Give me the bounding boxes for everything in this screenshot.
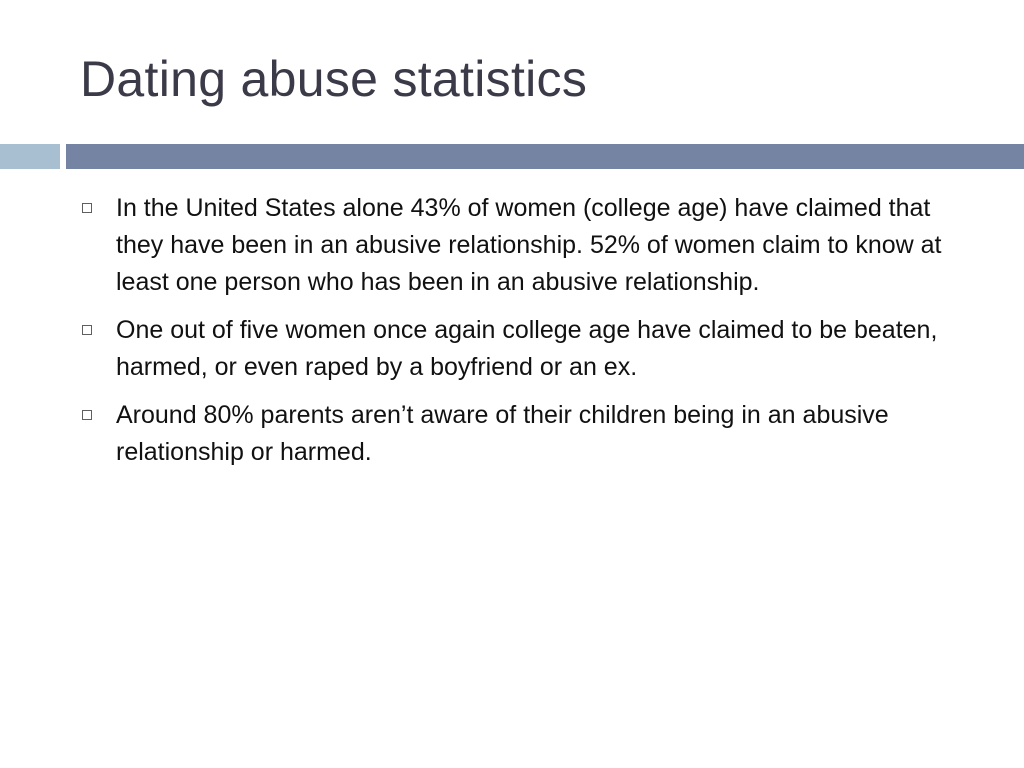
bullet-list (80, 190, 980, 482)
accent-bar-short (0, 144, 60, 169)
bullet-item (80, 312, 980, 386)
slide-title: Dating abuse statistics (80, 51, 588, 107)
square-bullet-icon (82, 410, 92, 420)
bullet-item (80, 190, 980, 301)
bullet-text: One out of five women once again college age have claimed to be beaten, harmed, or even raped by a boyfriend or an ex. (116, 316, 938, 381)
accent-bar-long (66, 144, 1024, 169)
bullet-text: Around 80% parents aren’t aware of their children being in an abusive relationship or harmed. (116, 401, 889, 466)
bullet-text: In the United States alone 43% of women (college age) have claimed that they have been in an abusive relationship. 52% of women claim to know at least one person who has been in an abusive relationship. (116, 194, 942, 296)
square-bullet-icon (82, 203, 92, 213)
bullet-item (80, 397, 980, 471)
square-bullet-icon (82, 325, 92, 335)
